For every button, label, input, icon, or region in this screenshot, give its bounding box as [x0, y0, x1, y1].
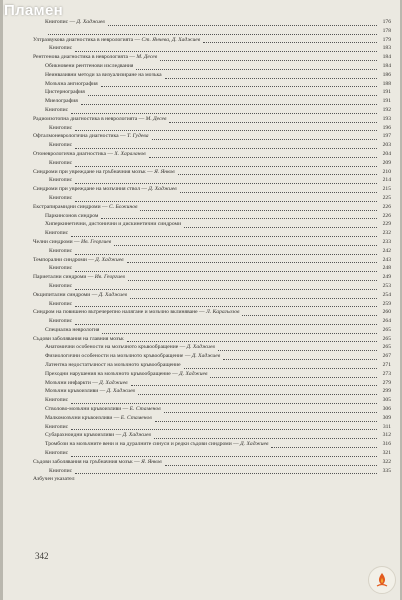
toc-entry-page: 214	[382, 177, 391, 184]
author-separator: —	[183, 353, 192, 360]
toc-entry-author: Ст. Янчева, Д. Хаджиев	[141, 36, 201, 43]
toc-entry-title: Азбучен указател	[33, 476, 75, 483]
toc-entry-page: 226	[382, 203, 391, 210]
toc-entry	[33, 115, 391, 124]
toc-entry-title: Мозъчни кръвоизливи	[45, 388, 99, 395]
toc-entry	[33, 423, 391, 432]
dot-leader	[127, 262, 377, 263]
toc-entry	[33, 194, 391, 203]
toc-entry	[33, 273, 391, 282]
toc-entry-title: Книгопис	[49, 318, 73, 325]
author-separator: —	[98, 388, 107, 395]
toc-entry-title: Преходни нарушения на мозъчното кръвообращение	[45, 370, 171, 377]
toc-entry-page: 279	[382, 379, 391, 386]
toc-entry-page: 193	[382, 115, 391, 122]
dot-leader	[165, 78, 377, 79]
toc-entry-title: Челни синдроми	[33, 238, 73, 245]
toc-entry-title: Субарахноидни кръвоизливи	[45, 432, 115, 439]
toc-entry-author: Д. Хаджиев	[186, 344, 215, 351]
toc-entry-page: 233	[382, 238, 391, 245]
toc-entry-title: Синдроми при увреждане на гръбначния мозък	[33, 168, 146, 175]
toc-entry	[33, 106, 391, 115]
dot-leader	[127, 341, 377, 342]
toc-entry-page: 312	[382, 432, 391, 439]
toc-entry-author: Х. Хараланов	[114, 150, 146, 157]
toc-entry-page: 178	[382, 27, 391, 34]
toc-entry	[33, 247, 391, 256]
author-separator: —	[132, 458, 142, 465]
toc-entry	[33, 440, 391, 449]
toc-entry-page: 226	[382, 212, 391, 219]
toc-entry-author: М. Десев	[145, 115, 167, 122]
toc-entry-page: 229	[382, 221, 391, 228]
brand-watermark: Пламен	[4, 2, 63, 19]
toc-entry	[33, 317, 391, 326]
dot-leader	[131, 385, 377, 386]
toc-entry	[33, 405, 391, 414]
toc-entry-page: 259	[382, 300, 391, 307]
dot-leader	[154, 438, 377, 439]
logo-icon	[368, 566, 396, 594]
toc-entry-page: 265	[382, 326, 391, 333]
toc-entry-title: Мозъчна ангиография	[45, 80, 98, 87]
toc-entry-page: 265	[382, 335, 391, 342]
dot-leader	[203, 42, 377, 43]
toc-entry-title: Неинвазивни методи за визуализиране на мозъка	[45, 71, 162, 78]
toc-entry-title: Рентгенова диагностика в неврологията	[33, 54, 129, 61]
author-separator: —	[133, 36, 142, 43]
toc-entry	[33, 300, 391, 309]
toc-entry-page: 203	[382, 142, 391, 149]
toc-entry-page: 267	[382, 353, 391, 360]
toc-entry-title: Синдром на повишено вътречерепно налягане и мозъчно вклиняване	[33, 309, 198, 316]
toc-entry-title: Книгопис	[49, 194, 73, 201]
dot-leader	[178, 174, 377, 175]
toc-entry	[33, 343, 391, 352]
dot-leader	[81, 104, 377, 105]
toc-entry-title: Екстрапирамидни синдроми	[33, 203, 101, 210]
toc-entry	[33, 361, 391, 370]
toc-entry-title: Латентна недостатъчност на мозъчното кръвообращение	[45, 362, 181, 369]
toc-entry-page: 184	[382, 62, 391, 69]
author-separator: —	[137, 115, 146, 122]
toc-entry-title: Съдови заболявания на главния мозък	[33, 335, 124, 342]
author-separator: —	[197, 309, 206, 316]
toc-entry-title: Отоневрологична диагностика	[33, 150, 106, 157]
toc-entry-page: 209	[382, 159, 391, 166]
toc-entry	[33, 220, 391, 229]
toc-entry	[33, 141, 391, 150]
toc-entry-title: Анатомични особености на мозъчното кръвообращение	[45, 344, 179, 351]
dot-leader	[210, 377, 377, 378]
toc-entry-author: Д. Хаджиев	[179, 370, 208, 377]
toc-entry-title: Хиперкинетични, дистонични и дискинетични синдроми	[45, 221, 182, 228]
toc-entry-page: 253	[382, 282, 391, 289]
toc-entry-title: Цистернография	[45, 89, 85, 96]
toc-entry-title: Книгопис	[45, 230, 69, 237]
toc-entry-title: Стволово-мозъчни кръвоизливи	[45, 406, 122, 413]
toc-entry-author: Д. Хаджиев	[98, 291, 127, 298]
dot-leader	[130, 298, 377, 299]
toc-entry-page: 321	[382, 450, 391, 457]
dot-leader	[75, 166, 377, 167]
page-number: 342	[35, 551, 49, 561]
author-separator: —	[178, 344, 187, 351]
toc-entry	[33, 352, 391, 361]
toc-entry	[33, 256, 391, 265]
dot-leader	[71, 113, 377, 114]
dot-leader	[184, 227, 377, 228]
toc-entry	[33, 185, 391, 194]
toc-entry-title: Книгопис	[49, 124, 73, 131]
dot-leader	[160, 60, 377, 61]
toc-entry-title: Книгопис	[49, 265, 73, 272]
toc-entry-page: 225	[382, 194, 391, 201]
toc-entry-title: Книгопис	[49, 142, 73, 149]
toc-entry-author: Д. Хаджиев	[106, 388, 135, 395]
toc-entry	[33, 335, 391, 344]
toc-entry-page: 243	[382, 256, 391, 263]
toc-entry-title: Книгопис	[49, 282, 73, 289]
toc-entry-title: Синдроми при увреждане на мозъчния ствол	[33, 186, 140, 193]
dot-leader	[165, 465, 377, 466]
author-separator: —	[140, 186, 149, 193]
toc-entry-page: 192	[382, 106, 391, 113]
toc-entry	[33, 431, 391, 440]
dot-leader	[101, 218, 377, 219]
toc-entry-title: Книгопис	[45, 397, 69, 404]
toc-entry-title: Паркинсонов синдром	[45, 212, 99, 219]
dot-leader	[164, 412, 377, 413]
toc-entry	[33, 36, 391, 45]
author-separator: —	[112, 414, 121, 421]
toc-entry	[33, 80, 391, 89]
dot-leader	[102, 333, 377, 334]
toc-entry	[33, 396, 391, 405]
toc-entry	[33, 308, 391, 317]
toc-entry-page: 196	[382, 124, 391, 131]
author-separator: —	[72, 238, 82, 245]
dot-leader	[75, 473, 377, 474]
dot-leader	[88, 95, 377, 96]
toc-entry	[33, 203, 391, 212]
toc-entry-author: Д. Хаджиев	[122, 432, 151, 439]
toc-entry-title: Съдови заболявания на гръбначния мозък	[33, 458, 133, 465]
author-separator: —	[145, 168, 155, 175]
author-separator: —	[86, 256, 96, 263]
dot-leader	[75, 51, 377, 52]
dot-leader	[155, 421, 377, 422]
toc-entry-author: Д. Хаджиев	[95, 256, 124, 263]
toc-entry-title: Миелография	[45, 98, 78, 105]
toc-entry-author: Д. Хаджиев	[99, 379, 128, 386]
toc-entry	[33, 449, 391, 458]
toc-entry	[33, 97, 391, 106]
author-separator: —	[100, 203, 109, 210]
toc-entry-page: 306	[382, 406, 391, 413]
toc-entry-page: 335	[382, 467, 391, 474]
toc-entry-page: 322	[382, 458, 391, 465]
toc-entry	[33, 238, 391, 247]
dot-leader	[71, 429, 377, 430]
toc-entry-title: Тромбози на мозъчните вени и на дуралните синуси и редки съдови синдроми	[45, 441, 232, 448]
toc-entry-page: 299	[382, 388, 391, 395]
dot-leader	[75, 324, 377, 325]
toc-entry	[33, 212, 391, 221]
dot-leader	[75, 130, 377, 131]
toc-entry-page: 309	[382, 414, 391, 421]
toc-entry-title: Темпорални синдроми	[33, 256, 87, 263]
toc-entry-title: Физиологични особености на мозъчното кръвообращение	[45, 353, 184, 360]
toc-entry	[33, 326, 391, 335]
dot-leader	[136, 69, 377, 70]
toc-entry-page: 242	[382, 247, 391, 254]
dot-leader	[149, 157, 377, 158]
dot-leader	[71, 403, 377, 404]
toc-entry-title: Книгопис	[49, 467, 73, 474]
toc-entry-page: 264	[382, 318, 391, 325]
toc-entry-title: Обикновени рентгенови изследвания	[45, 62, 134, 69]
toc-entry-author: М. Десев	[136, 54, 158, 61]
toc-entry	[33, 44, 391, 53]
toc-entry-page: 215	[382, 186, 391, 193]
toc-entry-author: Е. Стаменов	[120, 414, 152, 421]
author-separator: —	[121, 406, 130, 413]
toc-entry	[33, 458, 391, 467]
dot-leader	[218, 350, 377, 351]
book-page	[3, 0, 400, 600]
dot-leader	[114, 245, 377, 246]
toc-entry-title: Книгопис	[45, 19, 69, 25]
toc-entry-page: 248	[382, 265, 391, 272]
toc-entry-page: 254	[382, 291, 391, 298]
toc-entry	[33, 168, 391, 177]
toc-entry-author: Л. Карагьозов	[205, 309, 240, 316]
toc-entry-author: Д. Хаджиев	[191, 353, 221, 360]
toc-entry	[33, 370, 391, 379]
toc-entry-title: Книгопис	[49, 159, 73, 166]
toc-entry-author: Д. Хаджиев	[148, 186, 177, 193]
toc-entry-page: 273	[382, 370, 391, 377]
toc-entry-title: Радиоизотопна диагностика в неврологията	[33, 115, 138, 122]
author-separator: —	[118, 133, 128, 140]
toc-entry	[33, 414, 391, 423]
dot-leader	[71, 456, 377, 457]
author-separator: —	[128, 54, 137, 61]
dot-leader	[71, 236, 377, 237]
author-separator: —	[170, 370, 180, 377]
toc-entry	[33, 18, 391, 27]
author-separator: —	[86, 274, 95, 281]
toc-entry-page: 271	[382, 362, 391, 369]
dot-leader	[138, 394, 377, 395]
toc-entry-author: Т. Гудева	[127, 133, 149, 140]
toc-entry-author: Я. Янков	[154, 168, 175, 175]
toc-entry	[33, 62, 391, 71]
toc-entry-title: Париетални синдроми	[33, 274, 87, 281]
toc-entry	[33, 132, 391, 141]
author-separator: —	[90, 379, 100, 386]
toc-entry-title: Окципитални синдроми	[33, 291, 91, 298]
dot-leader	[108, 25, 377, 26]
author-separator: —	[90, 291, 99, 298]
author-separator: —	[231, 441, 241, 448]
toc-entry-title: Книгопис	[45, 423, 69, 430]
toc-entry	[33, 467, 391, 476]
dot-leader	[271, 447, 377, 448]
toc-entry-title: Книгопис	[45, 106, 69, 113]
toc-entry-page: 232	[382, 230, 391, 237]
toc-entry-page: 184	[382, 54, 391, 61]
toc-entry-page: 191	[382, 89, 391, 96]
toc-entry-page: 191	[382, 98, 391, 105]
dot-leader	[75, 306, 377, 307]
author-separator: —	[114, 432, 123, 439]
dot-leader	[75, 183, 377, 184]
toc-entry	[33, 124, 391, 133]
toc-entry-title: Ултразвукова диагностика в неврологията	[33, 36, 134, 43]
toc-entry-page: 311	[382, 423, 391, 430]
toc-entry-title: Специална неврология	[45, 326, 100, 333]
toc-entry	[33, 53, 391, 62]
toc-entry	[33, 159, 391, 168]
toc-entry-title: Малкомозъчни кръвоизливи	[45, 414, 113, 421]
table-of-contents	[33, 18, 391, 484]
toc-entry	[33, 291, 391, 300]
toc-entry	[33, 282, 391, 291]
toc-entry-title: Офталмоневрологична диагностика	[33, 133, 119, 140]
dot-leader	[242, 315, 377, 316]
toc-entry-author: С. Божинов	[108, 203, 138, 210]
dot-leader	[152, 139, 377, 140]
toc-entry	[33, 475, 391, 484]
toc-entry-page: 204	[382, 150, 391, 157]
dot-leader	[75, 254, 377, 255]
toc-entry-page: 179	[382, 36, 391, 43]
toc-entry-title: Книгопис	[45, 450, 69, 457]
toc-entry	[33, 379, 391, 388]
toc-entry-page: 197	[382, 133, 391, 140]
toc-entry-page: 305	[382, 397, 391, 404]
toc-entry	[33, 71, 391, 80]
toc-entry-author: Я. Янков	[141, 458, 162, 465]
toc-entry-title: Книгопис	[49, 300, 73, 307]
toc-entry-page: 210	[382, 168, 391, 175]
dot-leader	[75, 148, 377, 149]
toc-entry-author: Ив. Георгиев	[81, 238, 112, 245]
toc-entry-page: 265	[382, 344, 391, 351]
dot-leader	[101, 86, 377, 87]
toc-entry-author: Д. Хаджиев	[76, 19, 105, 25]
toc-entry	[33, 264, 391, 273]
dot-leader	[75, 289, 377, 290]
toc-entry-author: Д. Хаджиев	[240, 441, 269, 448]
author-separator: —	[68, 19, 77, 25]
toc-entry-author: Ив. Георгиев	[94, 274, 125, 281]
toc-entry-title: Книгопис	[49, 247, 73, 254]
dot-leader	[48, 34, 377, 35]
dot-leader	[75, 271, 377, 272]
dot-leader	[180, 192, 377, 193]
toc-entry-page: 249	[382, 274, 391, 281]
toc-entry-page: 188	[382, 80, 391, 87]
toc-entry-author: Е. Стаменов	[129, 406, 161, 413]
author-separator: —	[106, 150, 115, 157]
toc-entry	[33, 387, 391, 396]
toc-entry-page: 186	[382, 71, 391, 78]
toc-entry	[33, 150, 391, 159]
toc-entry-title: Книгопис	[49, 177, 73, 184]
dot-leader	[184, 368, 377, 369]
toc-entry	[33, 88, 391, 97]
dot-leader	[75, 201, 377, 202]
dot-leader	[140, 210, 377, 211]
toc-entry-page: 260	[382, 309, 391, 316]
dot-leader	[223, 359, 377, 360]
toc-entry-page: 316	[382, 441, 391, 448]
toc-entry	[33, 176, 391, 185]
toc-entry	[33, 27, 391, 36]
toc-entry-title: Книгопис	[49, 45, 73, 52]
dot-leader	[169, 122, 377, 123]
toc-entry-title: Мозъчни инфаркти	[45, 379, 91, 386]
toc-entry-page: 176	[382, 19, 391, 25]
toc-entry-page: 183	[382, 45, 391, 52]
dot-leader	[128, 280, 377, 281]
toc-entry	[33, 229, 391, 238]
